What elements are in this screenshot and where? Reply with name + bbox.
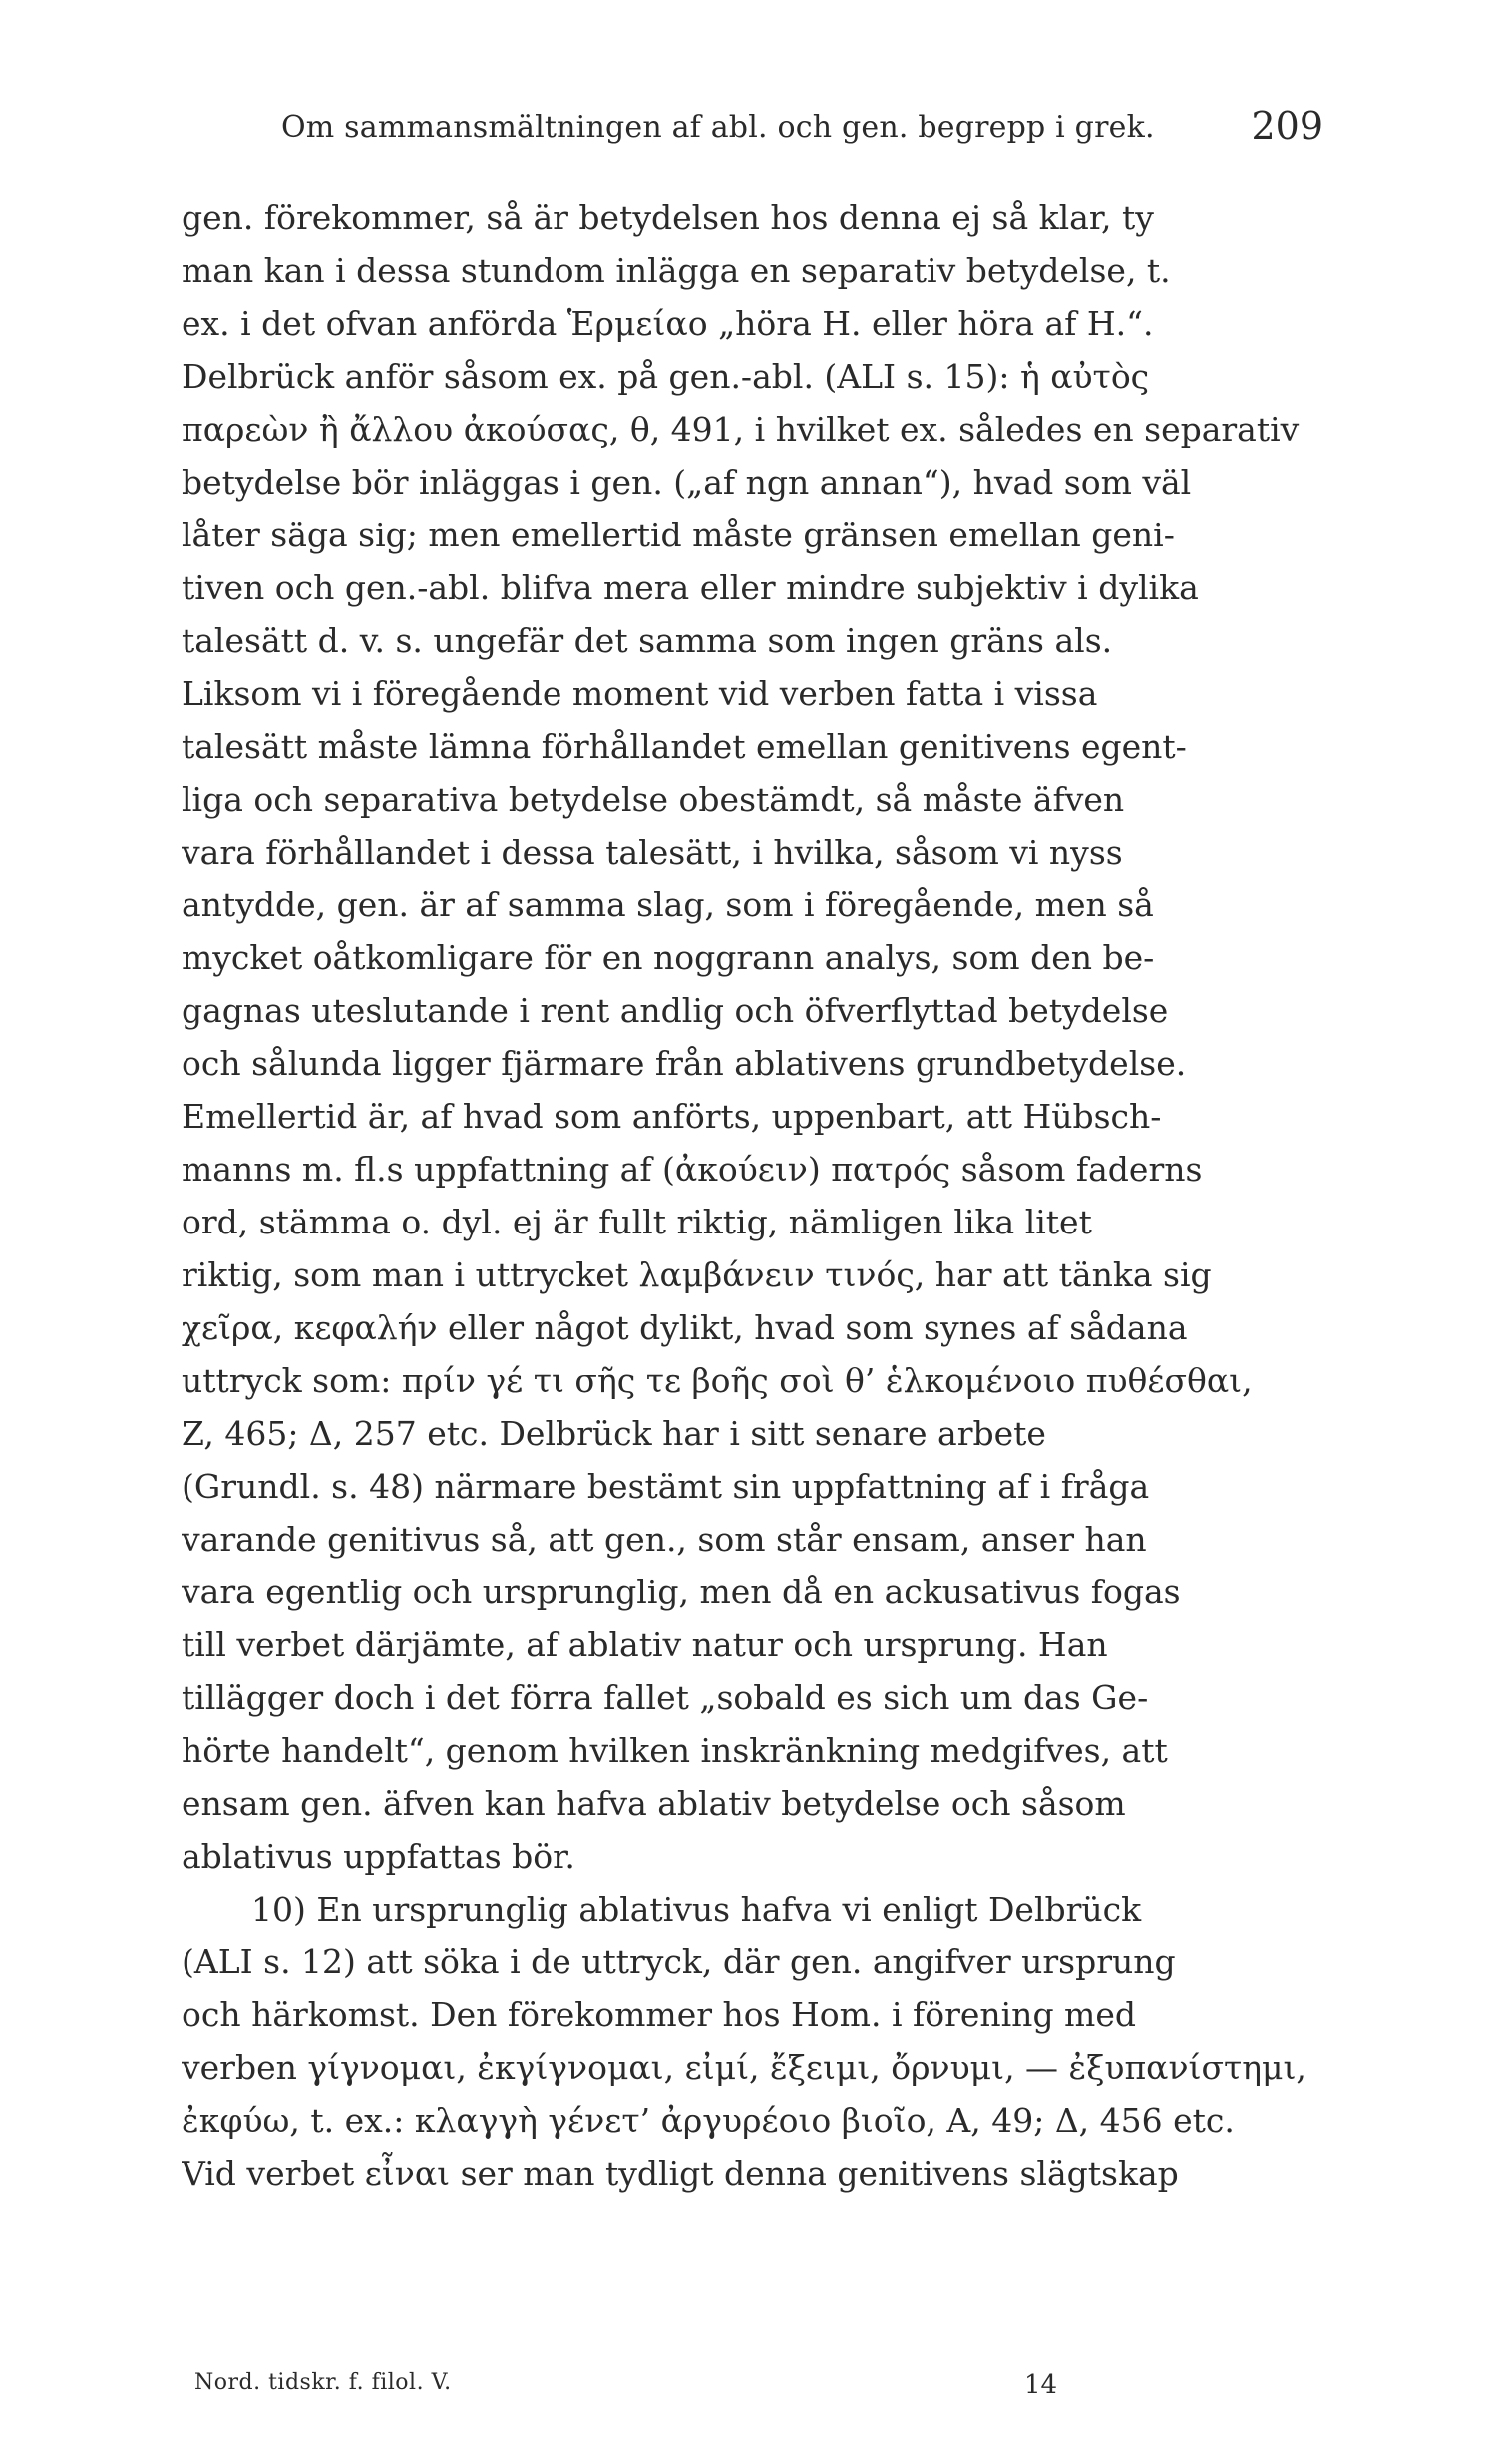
page-footer bbox=[194, 2370, 1292, 2410]
body-text bbox=[182, 191, 1323, 2200]
text-line: gagnas uteslutande i rent andlig och öfverflyttad betydelse bbox=[182, 991, 1169, 1030]
text-line: talesätt d. v. s. ungefär det samma som ingen gräns als. bbox=[182, 621, 1113, 660]
text-line: Delbrück anför såsom ex. på gen.-abl. (ALI s. 15): ἡ αὐτὸς bbox=[182, 357, 1150, 396]
text-line: liga och separativa betydelse obestämdt, så måste äfven bbox=[182, 780, 1125, 819]
text-line: ex. i det ofvan anförda Ἑρμείαο „höra H. eller höra af H.“. bbox=[182, 304, 1154, 343]
text-line: verben γίγνομαι, ἐκγίγνομαι, εἰμί, ἔξειμι, ὄρνυμι, — ἐξυπανίστημι, bbox=[182, 2048, 1306, 2087]
text-line: ablativus uppfattas bör. bbox=[182, 1837, 575, 1876]
journal-imprint: Nord. tidskr. f. filol. V. bbox=[194, 2370, 452, 2395]
text-line: varande genitivus så, att gen., som står ensam, anser han bbox=[182, 1520, 1147, 1559]
text-line: betydelse bör inläggas i gen. („af ngn annan“), hvad som väl bbox=[182, 463, 1192, 502]
text-line: och härkomst. Den förekommer hos Hom. i förening med bbox=[182, 1995, 1136, 2034]
text-line: antydde, gen. är af samma slag, som i föregående, men så bbox=[182, 885, 1154, 924]
text-line: mycket oåtkomligare för en noggrann analys, som den be- bbox=[182, 938, 1155, 977]
text-line: man kan i dessa stundom inlägga en separativ betydelse, t. bbox=[182, 251, 1171, 290]
text-line: vara förhållandet i dessa talesätt, i hvilka, såsom vi nyss bbox=[182, 833, 1123, 872]
text-line: riktig, som man i uttrycket λαμβάνειν τινός, har att tänka sig bbox=[182, 1255, 1212, 1294]
text-line: uttryck som: πρίν γέ τι σῆς τε βοῆς σοὶ θ’ ἑλκομένοιο πυθέσθαι, bbox=[182, 1361, 1253, 1400]
paragraph-start-line: 10) En ursprunglig ablativus hafva vi enligt Delbrück bbox=[251, 1890, 1142, 1929]
text-line: vara egentlig och ursprunglig, men då en ackusativus fogas bbox=[182, 1573, 1181, 1611]
running-head bbox=[281, 100, 1323, 160]
text-line: (Grundl. s. 48) närmare bestämt sin uppfattning af i fråga bbox=[182, 1467, 1150, 1506]
text-line: Emellertid är, af hvad som anförts, uppenbart, att Hübsch- bbox=[182, 1097, 1162, 1136]
page-number: 209 bbox=[1251, 104, 1323, 148]
text-line: Liksom vi i föregående moment vid verben fatta i vissa bbox=[182, 674, 1098, 713]
signature-mark: 14 bbox=[1024, 2370, 1058, 2400]
text-line: talesätt måste lämna förhållandet emellan genitivens egent- bbox=[182, 727, 1187, 766]
running-title: Om sammansmältningen af abl. och gen. begrepp i grek. bbox=[281, 110, 1155, 145]
text-line: hörte handelt“, genom hvilken inskränkning medgifves, att bbox=[182, 1731, 1168, 1770]
text-line: Vid verbet εἶναι ser man tydligt denna genitivens slägtskap bbox=[182, 2154, 1179, 2193]
text-line: låter säga sig; men emellertid måste gränsen emellan geni- bbox=[182, 516, 1175, 554]
text-line: ord, stämma o. dyl. ej är fullt riktig, nämligen lika litet bbox=[182, 1203, 1092, 1241]
text-line: och sålunda ligger fjärmare från ablativens grundbetydelse. bbox=[182, 1044, 1187, 1083]
text-line: χεῖρα, κεφαλήν eller något dylikt, hvad som synes af sådana bbox=[182, 1308, 1188, 1347]
text-line: Z, 465; Δ, 257 etc. Delbrück har i sitt senare arbete bbox=[182, 1414, 1046, 1453]
text-line: tiven och gen.-abl. blifva mera eller mindre subjektiv i dylika bbox=[182, 568, 1199, 607]
text-line: till verbet därjämte, af ablativ natur och ursprung. Han bbox=[182, 1625, 1108, 1664]
text-line: tillägger doch i det förra fallet „sobald es sich um das Ge- bbox=[182, 1678, 1149, 1717]
text-line: παρεὼν ἢ ἄλλου ἀκούσας, θ, 491, i hvilket ex. således en separativ bbox=[182, 410, 1300, 449]
text-line: manns m. fl.s uppfattning af (ἀκούειν) πατρός såsom faderns bbox=[182, 1150, 1203, 1189]
text-line: gen. förekommer, så är betydelsen hos denna ej så klar, ty bbox=[182, 198, 1154, 237]
text-line: ensam gen. äfven kan hafva ablativ betydelse och såsom bbox=[182, 1784, 1126, 1823]
text-line: ἐκφύω, t. ex.: κλαγγὴ γένετ’ ἀργυρέοιο βιοῖο, Α, 49; Δ, 456 etc. bbox=[182, 2101, 1235, 2140]
text-line: (ALI s. 12) att söka i de uttryck, där gen. angifver ursprung bbox=[182, 1942, 1176, 1981]
